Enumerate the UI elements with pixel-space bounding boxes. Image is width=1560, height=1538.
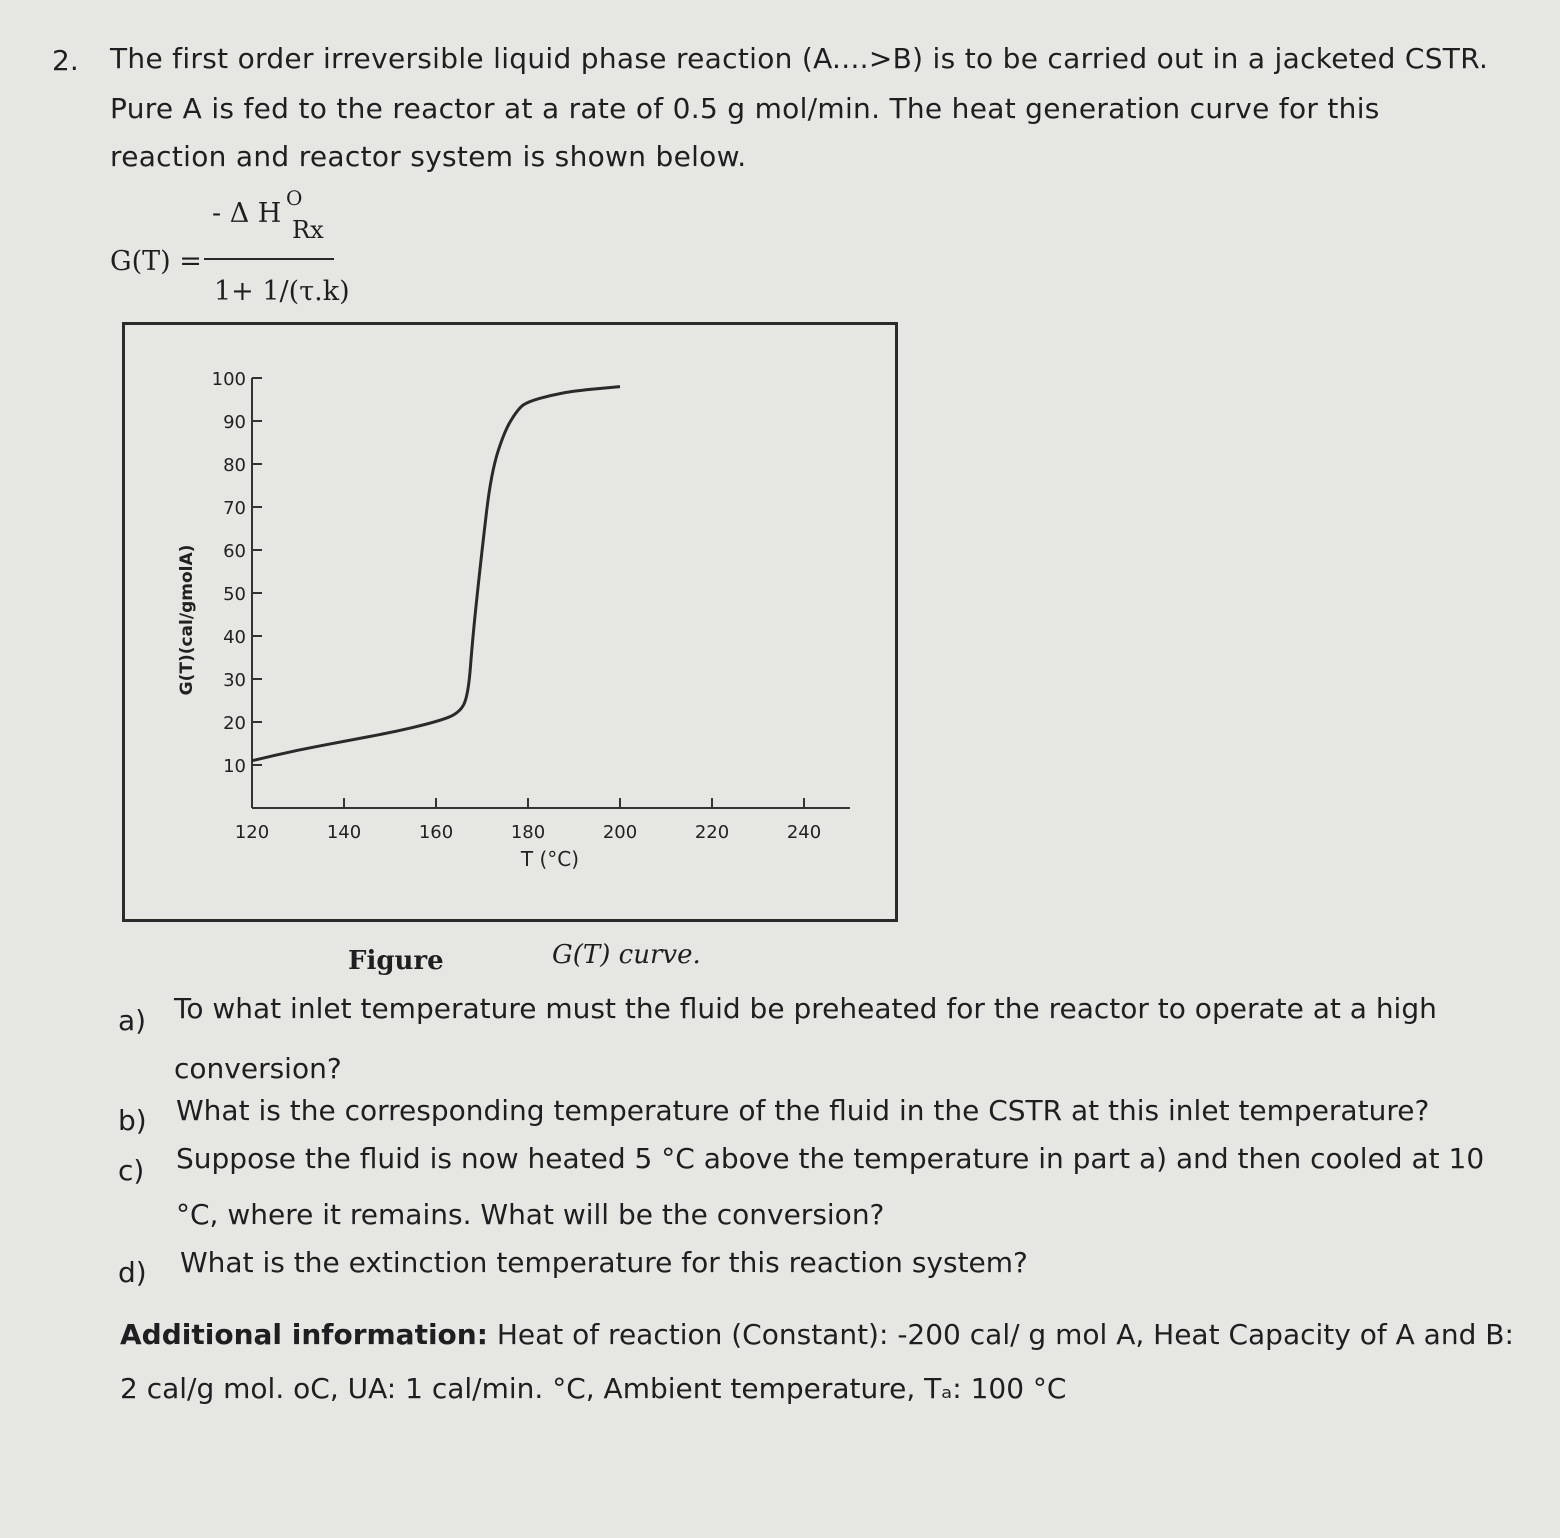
x-axis-label: T (°C) xyxy=(520,847,580,871)
x-tick-label: 240 xyxy=(786,822,822,843)
formula-denominator: 1+ 1/(τ.k) xyxy=(214,276,350,307)
y-tick-label: 90 xyxy=(223,412,246,433)
part-c-line-1: Suppose the fluid is now heated 5 °C above the temperature in part a) and then cooled at 10 xyxy=(176,1142,1485,1175)
part-c-line-2: °C, where it remains. What will be the conversion? xyxy=(176,1198,885,1231)
x-tick-label: 220 xyxy=(694,822,730,843)
x-tick-label: 120 xyxy=(234,822,270,843)
x-tick-label: 140 xyxy=(326,822,362,843)
additional-info-line-2: 2 cal/g mol. oC, UA: 1 cal/min. °C, Ambient temperature, Tₐ: 100 °C xyxy=(120,1372,1067,1405)
y-tick-label: 40 xyxy=(223,627,246,648)
part-b-label: b) xyxy=(118,1104,147,1137)
y-tick-label: 50 xyxy=(223,584,246,605)
part-a-line-2: conversion? xyxy=(174,1052,342,1085)
y-tick-label: 80 xyxy=(223,455,246,476)
formula-numerator: - Δ H xyxy=(212,198,282,229)
additional-info-text-1: Heat of reaction (Constant): -200 cal/ g mol A, Heat Capacity of A and B: xyxy=(487,1318,1514,1351)
part-a-line-1: To what inlet temperature must the fluid be preheated for the reactor to operate at a high xyxy=(174,992,1437,1025)
y-axis-label: G(T)(cal/gmolA) xyxy=(177,544,197,696)
formula-subscript: Rx xyxy=(292,216,324,244)
additional-info-line-1 xyxy=(120,1318,1514,1351)
part-a-label: a) xyxy=(118,1004,147,1037)
question-number: 2. xyxy=(52,44,79,77)
gt-curve-line xyxy=(252,387,620,761)
intro-line-3: reaction and reactor system is shown below. xyxy=(110,140,747,173)
y-tick-label: 10 xyxy=(223,756,246,777)
part-b-line-1: What is the corresponding temperature of the fluid in the CSTR at this inlet temperature? xyxy=(176,1094,1430,1127)
intro-line-1: The first order irreversible liquid phase reaction (A....>B) is to be carried out in a jacketed CSTR. xyxy=(110,42,1489,75)
x-tick-label: 160 xyxy=(418,822,454,843)
y-tick-label: 60 xyxy=(223,541,246,562)
part-d-label: d) xyxy=(118,1256,147,1289)
formula-lhs: G(T) = xyxy=(110,246,202,277)
figure-caption: G(T) curve. xyxy=(552,940,701,970)
x-tick-label: 200 xyxy=(602,822,638,843)
figure-label: Figure xyxy=(348,946,444,976)
y-tick-label: 100 xyxy=(211,369,246,390)
part-c-label: c) xyxy=(118,1154,145,1187)
intro-line-2: Pure A is fed to the reactor at a rate of 0.5 g mol/min. The heat generation curve for this xyxy=(110,92,1380,125)
part-d-line-1: What is the extinction temperature for this reaction system? xyxy=(180,1246,1028,1279)
y-tick-label: 70 xyxy=(223,498,246,519)
x-tick-label: 180 xyxy=(510,822,546,843)
additional-info-label: Additional information: xyxy=(120,1318,488,1351)
y-tick-label: 30 xyxy=(223,670,246,691)
y-tick-label: 20 xyxy=(223,713,246,734)
formula-superscript: O xyxy=(286,186,303,210)
